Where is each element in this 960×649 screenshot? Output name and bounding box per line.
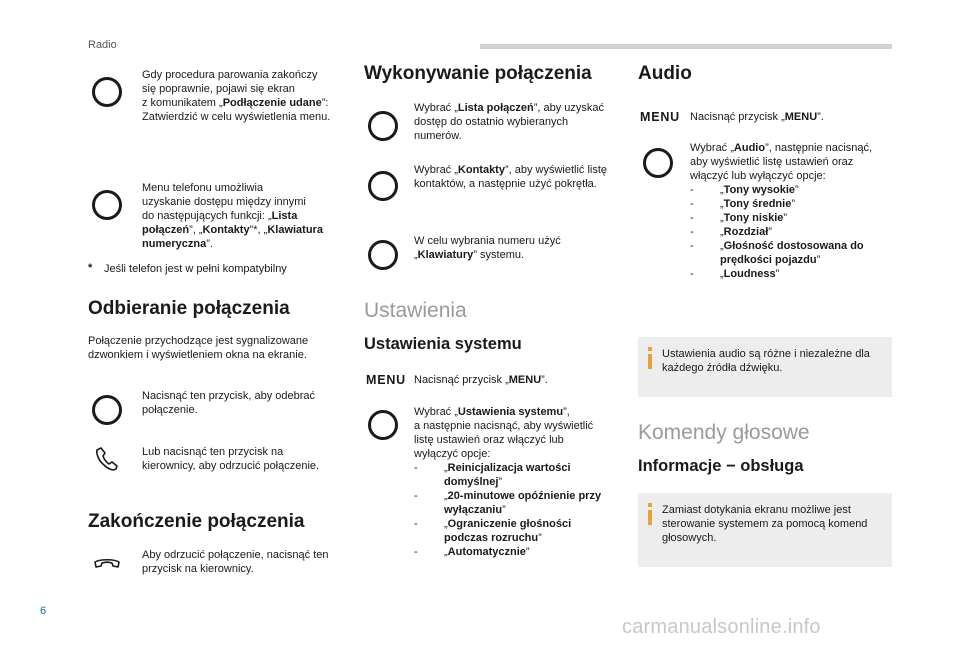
phone-hangup-icon	[92, 548, 122, 578]
make-call-heading: Wykonywanie połączenia	[364, 63, 592, 84]
rotary-knob-icon	[368, 111, 398, 141]
answer-call-heading: Odbieranie połączenia	[88, 298, 290, 319]
audio-option: - „Tony wysokie”	[690, 183, 890, 197]
system-option: - „Reinicjalizacja wartości domyślnej”	[414, 461, 614, 489]
rotary-knob-icon	[643, 148, 673, 178]
menu-access-text: Menu telefonu umożliwia uzyskanie dostępu między innymi do następujących funkcji: „Lista połączeń”, „Kontakty”*, „Klawiatura numeryczna”.	[142, 182, 323, 250]
footnote-mark: *	[88, 262, 93, 274]
footnote-text: Jeśli telefon jest w pełni kompatybilny	[104, 263, 287, 275]
select-system-text: Wybrać „Ustawienia systemu”, a następnie nacisnąć, aby wyświetlić listę ustawień oraz włączyć lub wyłączyć opcje:	[414, 406, 594, 460]
audio-note-text: Ustawienia audio są różne i niezależne dla każdego źródła dźwięku.	[662, 348, 870, 374]
audio-option: - „Loudness”	[690, 267, 890, 281]
system-options-list	[414, 461, 614, 559]
rotary-knob-icon	[92, 77, 122, 107]
phone-handset-icon	[92, 444, 122, 474]
audio-note-box	[638, 337, 892, 397]
end-call-text: Aby odrzucić połączenie, nacisnąć ten przycisk na kierownicy.	[142, 549, 329, 575]
press-menu-text: Nacisnąć przycisk „MENU”.	[414, 374, 548, 386]
info-usage-heading: Informacje − obsługa	[638, 457, 804, 475]
audio-heading: Audio	[638, 63, 692, 84]
info-icon	[648, 503, 652, 525]
press-menu-text: Nacisnąć przycisk „MENU”.	[690, 111, 824, 123]
call-list-text: Wybrać „Lista połączeń”, aby uzyskać dostęp do ostatnio wybieranych numerów.	[414, 102, 605, 142]
menu-key-icon: MENU	[640, 110, 681, 124]
system-option: - „20-minutowe opóźnienie przy wyłączaniu”	[414, 489, 614, 517]
settings-heading: Ustawienia	[364, 299, 467, 322]
audio-option: - „Głośność dostosowana do prędkości pojazdu”	[690, 239, 890, 267]
rotary-knob-icon	[368, 240, 398, 270]
select-audio-text: Wybrać „Audio”, następnie nacisnąć, aby wyświetlić listę ustawień oraz włączyć lub wyłączyć opcje:	[690, 142, 873, 182]
rotary-knob-icon	[368, 410, 398, 440]
audio-option: - „Tony średnie”	[690, 197, 890, 211]
header-bar	[480, 44, 892, 49]
call-contacts-text: Wybrać „Kontakty”, aby wyświetlić listę kontaktów, a następnie użyć pokrętła.	[414, 164, 608, 190]
rotary-knob-icon	[368, 171, 398, 201]
call-keyboard-text: W celu wybrania numeru użyć „Klawiatury” systemu.	[414, 235, 561, 261]
answer-intro-text: Połączenie przychodzące jest sygnalizowane dzwonkiem i wyświetleniem okna na ekranie.	[88, 335, 309, 361]
end-call-heading: Zakończenie połączenia	[88, 511, 305, 532]
pairing-done-text: Gdy procedura parowania zakończy się poprawnie, pojawi się ekran z komunikatem „Podłączenie udane”: Zatwierdzić w celu wyświetlenia menu.	[142, 69, 331, 123]
section-label: Radio	[88, 39, 117, 51]
voice-commands-heading: Komendy głosowe	[638, 421, 810, 444]
voice-note-box	[638, 493, 892, 567]
system-option: - „Automatycznie”	[414, 545, 614, 559]
system-option: - „Ograniczenie głośności podczas rozruchu”	[414, 517, 614, 545]
watermark: carmanualsonline.info	[622, 616, 821, 638]
rotary-knob-icon	[92, 395, 122, 425]
menu-key-icon: MENU	[366, 373, 407, 387]
voice-note-text: Zamiast dotykania ekranu możliwe jest sterowanie systemem za pomocą komend głosowych.	[662, 504, 868, 544]
answer-knob-text: Nacisnąć ten przycisk, aby odebrać połączenie.	[142, 390, 316, 416]
info-icon	[648, 347, 652, 369]
page-number: 6	[40, 605, 47, 617]
audio-option: - „Rozdział”	[690, 225, 890, 239]
audio-option: - „Tony niskie”	[690, 211, 890, 225]
reject-wheel-text: Lub nacisnąć ten przycisk na kierownicy, aby odrzucić połączenie.	[142, 446, 320, 472]
system-settings-heading: Ustawienia systemu	[364, 335, 522, 353]
audio-options-list	[690, 183, 890, 281]
rotary-knob-icon	[92, 190, 122, 220]
